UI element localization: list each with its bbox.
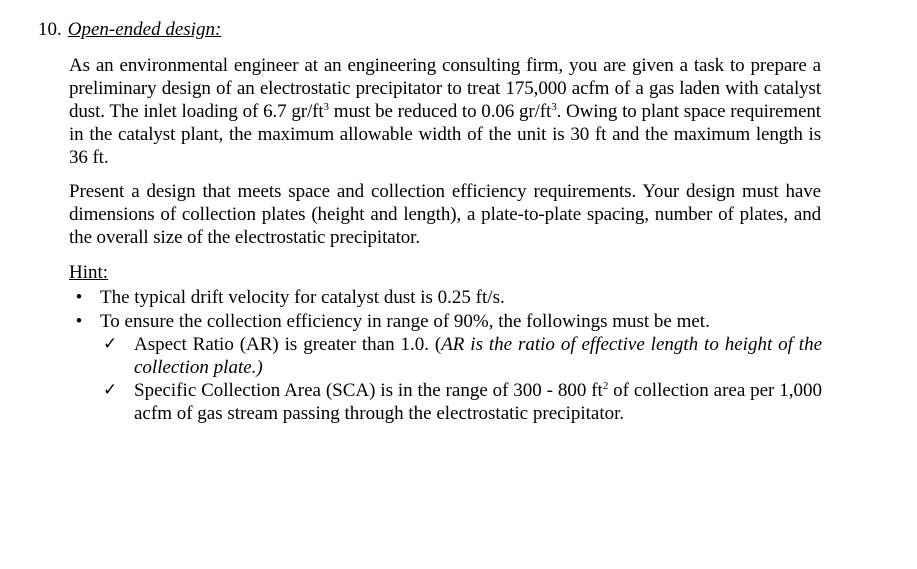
sca-text: [134, 379, 822, 425]
checkmark-icon: ✓: [103, 380, 118, 400]
hint-bullet-text: To ensure the collection efficiency in range of 90%, the followings must be met.: [100, 311, 710, 332]
design-requirements-paragraph: Present a design that meets space and collection efficiency requirements. Your design must have dimensions of collection plates (height and length), a plate-to-plate spacing, number of plates, and the overall size of the electrostatic precipitator.: [69, 181, 821, 248]
question-title: Open-ended design:: [67, 19, 222, 40]
paragraph1-superscript-1: 3: [323, 101, 329, 113]
paragraph1-superscript-2: 3: [551, 101, 557, 113]
problem-statement-paragraph: [69, 54, 821, 169]
aspect-ratio-text: [134, 333, 822, 379]
bullet-dot-icon: •: [75, 287, 83, 308]
paragraph1-part1: As an environmental engineer at an engineering consulting firm, you are given a task to prepare a preliminary design of an electrostatic precipitator to treat 175,000 acfm of a gas laden with catalyst dust. The inlet loading of 6.7 gr/ft: [69, 55, 821, 122]
sca-superscript: 2: [602, 380, 609, 392]
checkmark-icon: ✓: [103, 334, 118, 354]
aspect-ratio-main: Aspect Ratio (AR) is greater than 1.0. (: [134, 334, 442, 355]
sca-part1: Specific Collection Area (SCA) is in the range of 300 - 800 ft: [134, 380, 603, 401]
sca-part2: of collection area per 1,000 acfm of gas stream passing through the electrostatic precipitator.: [134, 380, 822, 424]
paragraph1-part2: must be reduced to 0.06 gr/ft: [328, 101, 552, 122]
question-header: [38, 18, 221, 42]
question-number: 10.: [38, 19, 62, 40]
aspect-ratio-definition: AR is the ratio of effective length to height of the collection plate.): [134, 334, 822, 378]
hint-bullet-text: The typical drift velocity for catalyst dust is 0.25 ft/s.: [100, 287, 505, 308]
hint-label: Hint:: [69, 262, 109, 283]
paragraph1-part3: . Owing to plant space requirement in the catalyst plant, the maximum allowable width of the unit is 30 ft and the maximum length is 36 ft.: [69, 101, 821, 168]
bullet-dot-icon: •: [75, 311, 83, 332]
